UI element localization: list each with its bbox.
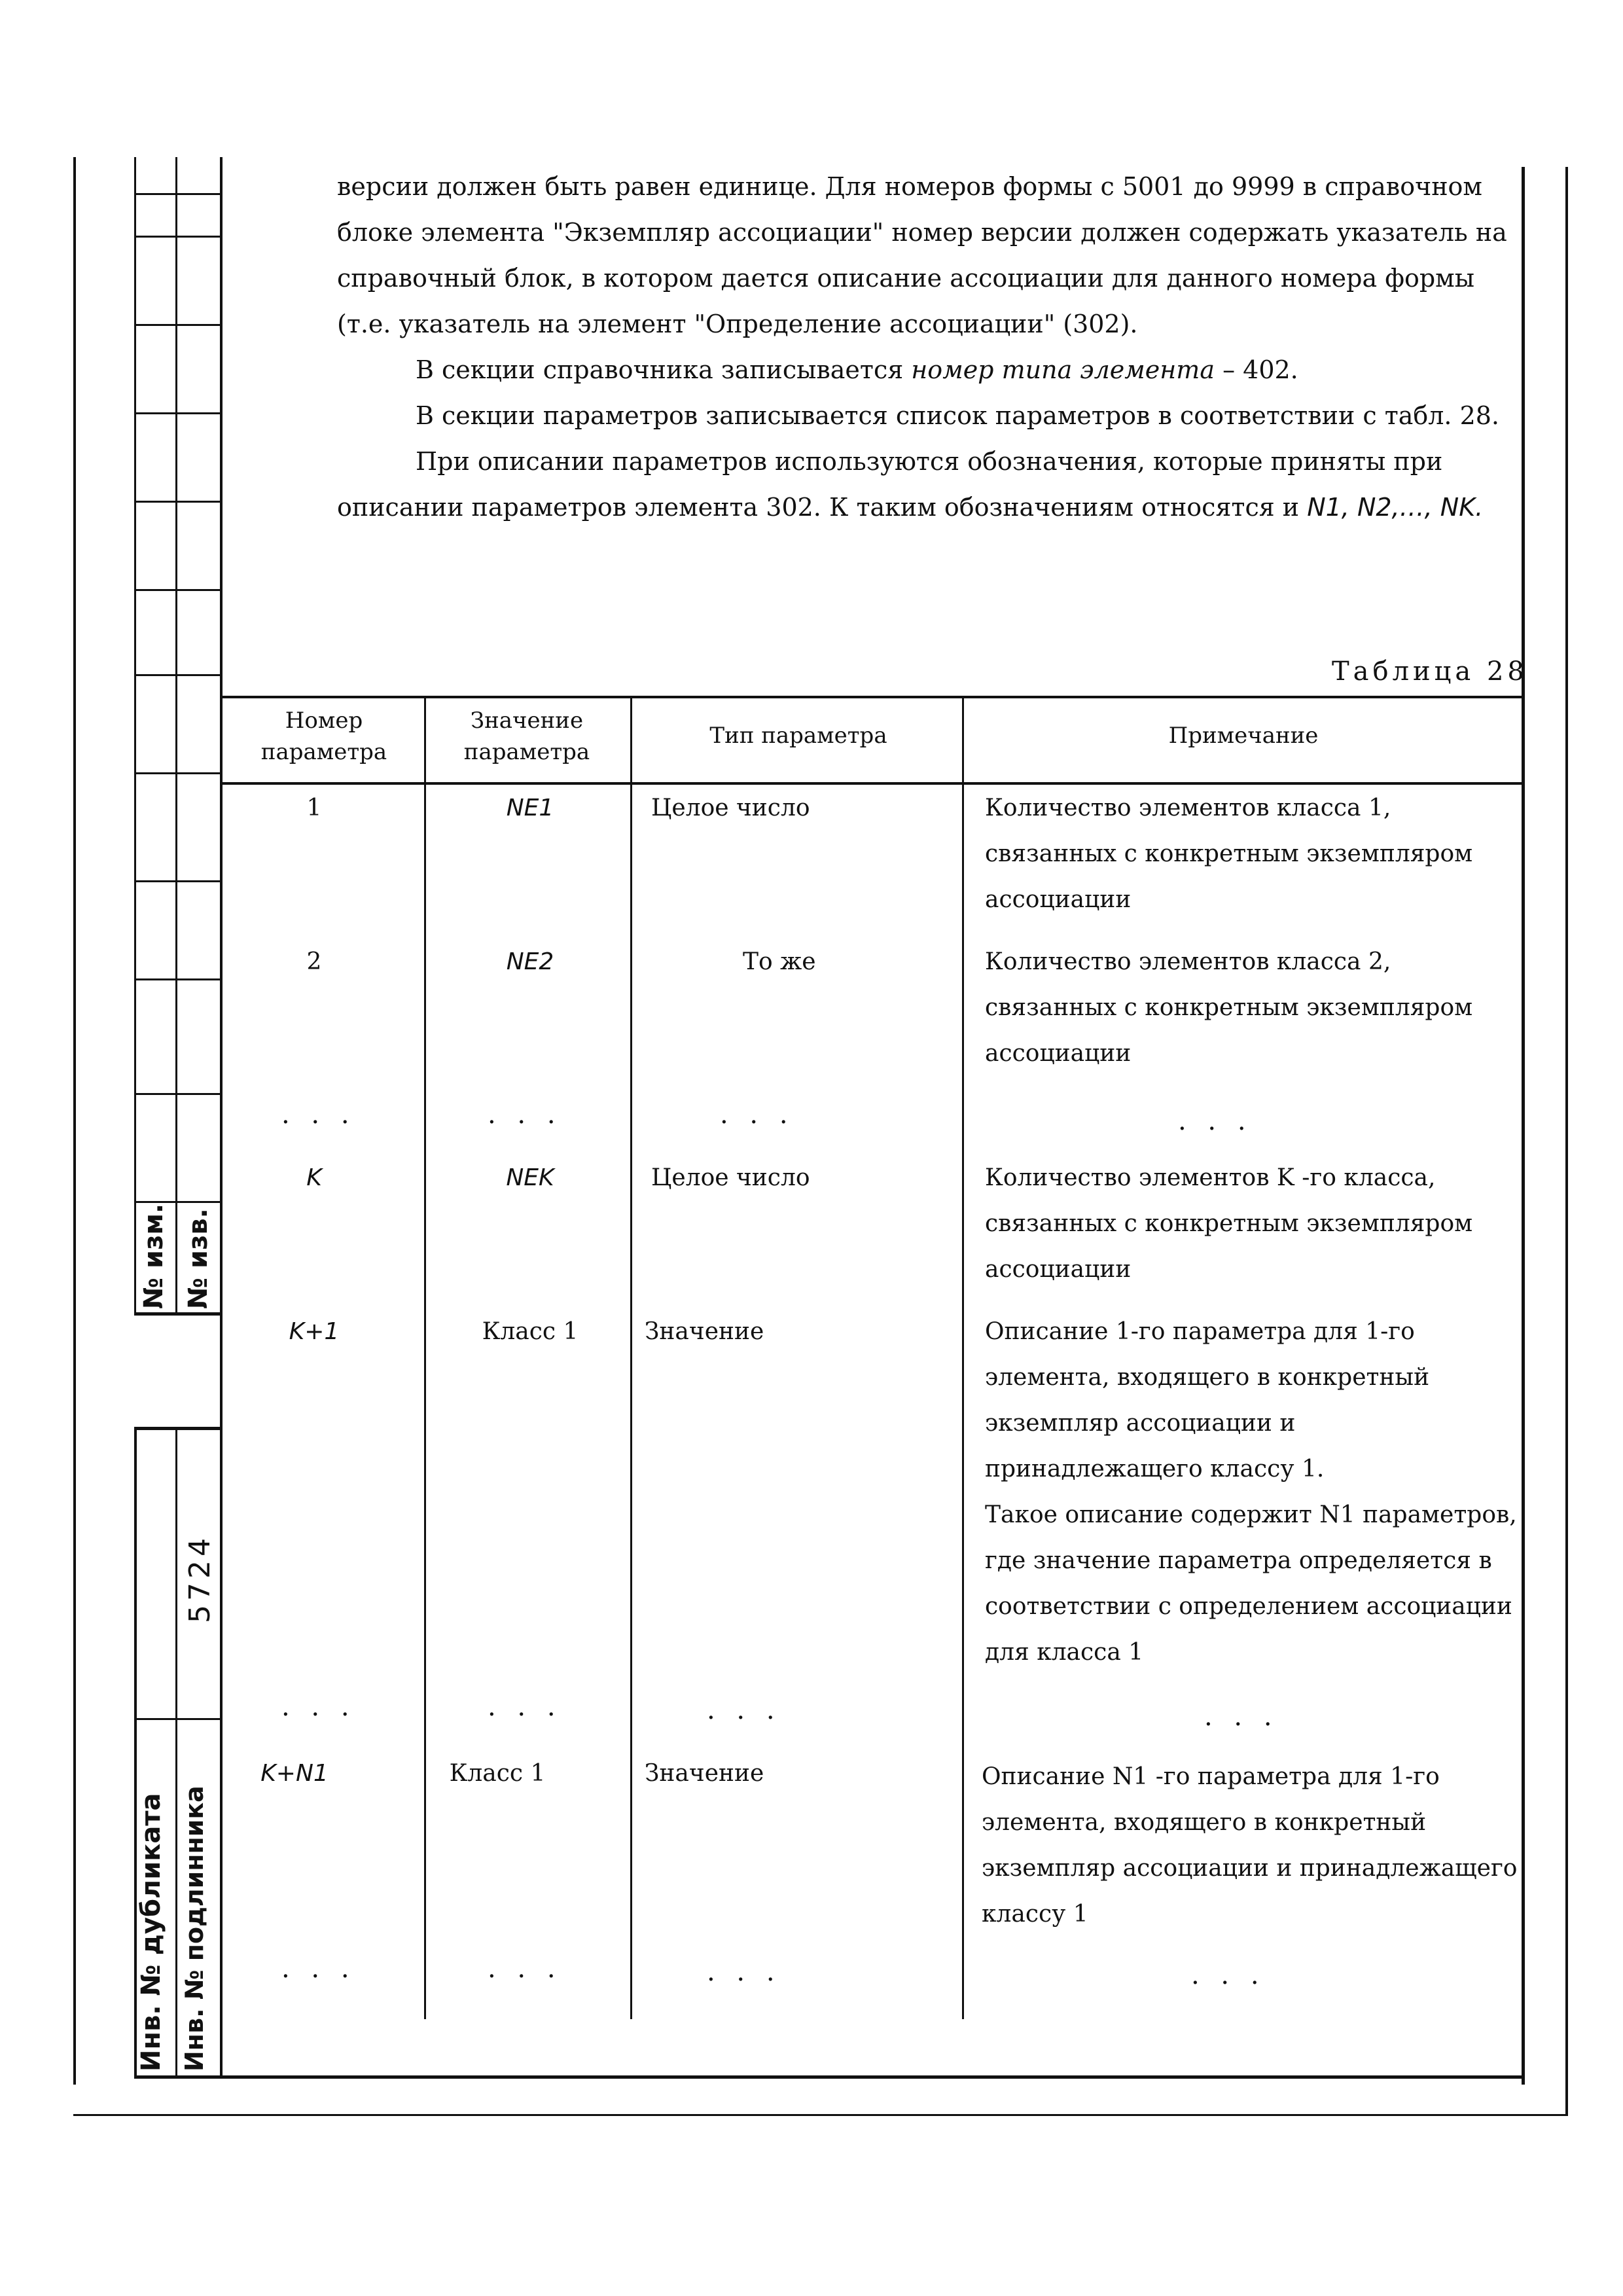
frame-right-outer	[1565, 167, 1568, 2116]
margin-rule	[134, 589, 221, 591]
table-caption: Таблица 28	[1332, 656, 1528, 687]
table-col-rule	[962, 697, 964, 2019]
rowKN1-note: Описание N1 -го параметра для 1-го элемента, входящего в конкретный экземпляр ассоциации и принадлежащего классу 1	[982, 1763, 1518, 1928]
frame-bottom-outer	[73, 2114, 1567, 2116]
izm-label: № изм.	[139, 1203, 169, 1309]
margin-rule	[134, 501, 221, 503]
ellipsis: . . .	[720, 1100, 794, 1130]
row2-num: 2	[306, 948, 322, 975]
paragraph-1: версии должен быть равен единице. Для номеров формы с 5001 до 9999 в справочном блоке элемента "Экземпляр ассоциации" номер версии должен содержать указатель на справочный блок, в котором дается описание ассоциации для данного номера формы (т.е. указатель на элемент "Определение ассоциации" (302).	[337, 172, 1507, 338]
frame-right-inner	[1522, 167, 1525, 2085]
rowKN1-value: Класс 1	[449, 1760, 546, 1787]
row2-value: NE2	[506, 948, 554, 975]
margin-strip-mid	[175, 157, 177, 1316]
ellipsis: . . .	[281, 1692, 356, 1722]
header-num: Номер параметра	[260, 708, 387, 765]
margin-rule	[134, 1093, 221, 1095]
p4-text: При описании параметров используются обозначения, которые приняты при описании параметров элемента 302. К таким обозначениям относятся и	[337, 447, 1443, 522]
margin-rule	[134, 1718, 221, 1720]
rowK1-type: Значение	[645, 1318, 764, 1345]
frame-left-outer	[73, 157, 76, 2085]
margin-strip-left	[134, 157, 136, 1316]
rowK1-value: Класс 1	[482, 1318, 579, 1345]
margin-rule	[134, 193, 221, 195]
margin-rule	[134, 674, 221, 676]
p4-symbols: N1, N2,…, NK.	[1307, 493, 1484, 522]
row1-num: 1	[306, 795, 322, 821]
header-note: Примечание	[1168, 723, 1319, 749]
header-value: Значение параметра	[463, 708, 590, 765]
paragraph-2	[337, 347, 1515, 393]
paragraph-3: В секции параметров записывается список параметров в соответствии с табл. 28.	[416, 401, 1500, 430]
margin-rule	[134, 236, 221, 238]
ellipsis: . . .	[488, 1692, 562, 1722]
ellipsis: . . .	[488, 1954, 562, 1984]
rowK1-num: K+1	[289, 1318, 340, 1345]
margin-rule	[134, 324, 221, 326]
table-col-rule	[630, 697, 632, 2019]
rowKN1-num: K+N1	[260, 1760, 329, 1787]
margin-strip-mid2	[175, 1427, 177, 2078]
izv-label: № изв.	[183, 1208, 213, 1309]
table-top-rule	[221, 696, 1524, 698]
margin-rule	[134, 1312, 221, 1316]
margin-rule	[134, 1427, 221, 1430]
rowK-note: Количество элементов K -го класса, связанных с конкретным экземпляром ассоциации	[985, 1164, 1473, 1283]
ellipsis: . . .	[488, 1100, 562, 1130]
ellipsis: . . .	[1204, 1702, 1279, 1732]
margin-rule	[134, 772, 221, 774]
dubl-label: Инв. № дубликата	[136, 1793, 166, 2072]
p2-end: – 402.	[1214, 355, 1298, 384]
ellipsis: . . .	[707, 1695, 781, 1725]
row1-type: Целое число	[651, 795, 810, 821]
frame-left-inner	[220, 157, 223, 2078]
row2-note: Количество элементов класса 2, связанных с конкретным экземпляром ассоциации	[985, 948, 1473, 1067]
podl-label: Инв. № подлинника	[180, 1785, 209, 2072]
margin-rule	[134, 412, 221, 414]
row1-note: Количество элементов класса 1, связанных с конкретным экземпляром ассоциации	[985, 795, 1473, 913]
ellipsis: . . .	[281, 1954, 356, 1984]
frame-bottom-inner	[134, 2075, 1525, 2079]
ellipsis: . . .	[1191, 1960, 1266, 1990]
body-text	[337, 164, 1515, 530]
row1-value: NE1	[506, 795, 554, 821]
p2-italic: номер типа элемента	[911, 355, 1215, 384]
ellipsis: . . .	[1178, 1106, 1253, 1136]
margin-rule	[134, 880, 221, 882]
rowK1-note2: Такое описание содержит N1 параметров, где значение параметра определяется в соответствии с определением ассоциации для класса 1	[985, 1501, 1517, 1666]
ellipsis: . . .	[281, 1100, 356, 1130]
p2-plain: В секции справочника записывается	[416, 355, 912, 384]
podl-value: 5724	[183, 1534, 217, 1623]
margin-rule	[134, 1201, 221, 1203]
rowK-type: Целое число	[651, 1164, 810, 1191]
margin-rule	[134, 978, 221, 980]
header-type: Тип параметра	[709, 723, 887, 749]
row2-type: То же	[743, 948, 816, 975]
paragraph-4	[337, 439, 1515, 530]
rowK1-note: Описание 1-го параметра для 1-го элемента, входящего в конкретный экземпляр ассоциации и принадлежащего классу 1.	[985, 1318, 1430, 1482]
ellipsis: . . .	[707, 1957, 781, 1987]
table-header-rule	[221, 782, 1524, 785]
table-col-rule	[424, 697, 426, 2019]
rowKN1-type: Значение	[645, 1760, 764, 1787]
rowK-num: K	[306, 1164, 322, 1191]
rowK-value: NEK	[506, 1164, 554, 1191]
